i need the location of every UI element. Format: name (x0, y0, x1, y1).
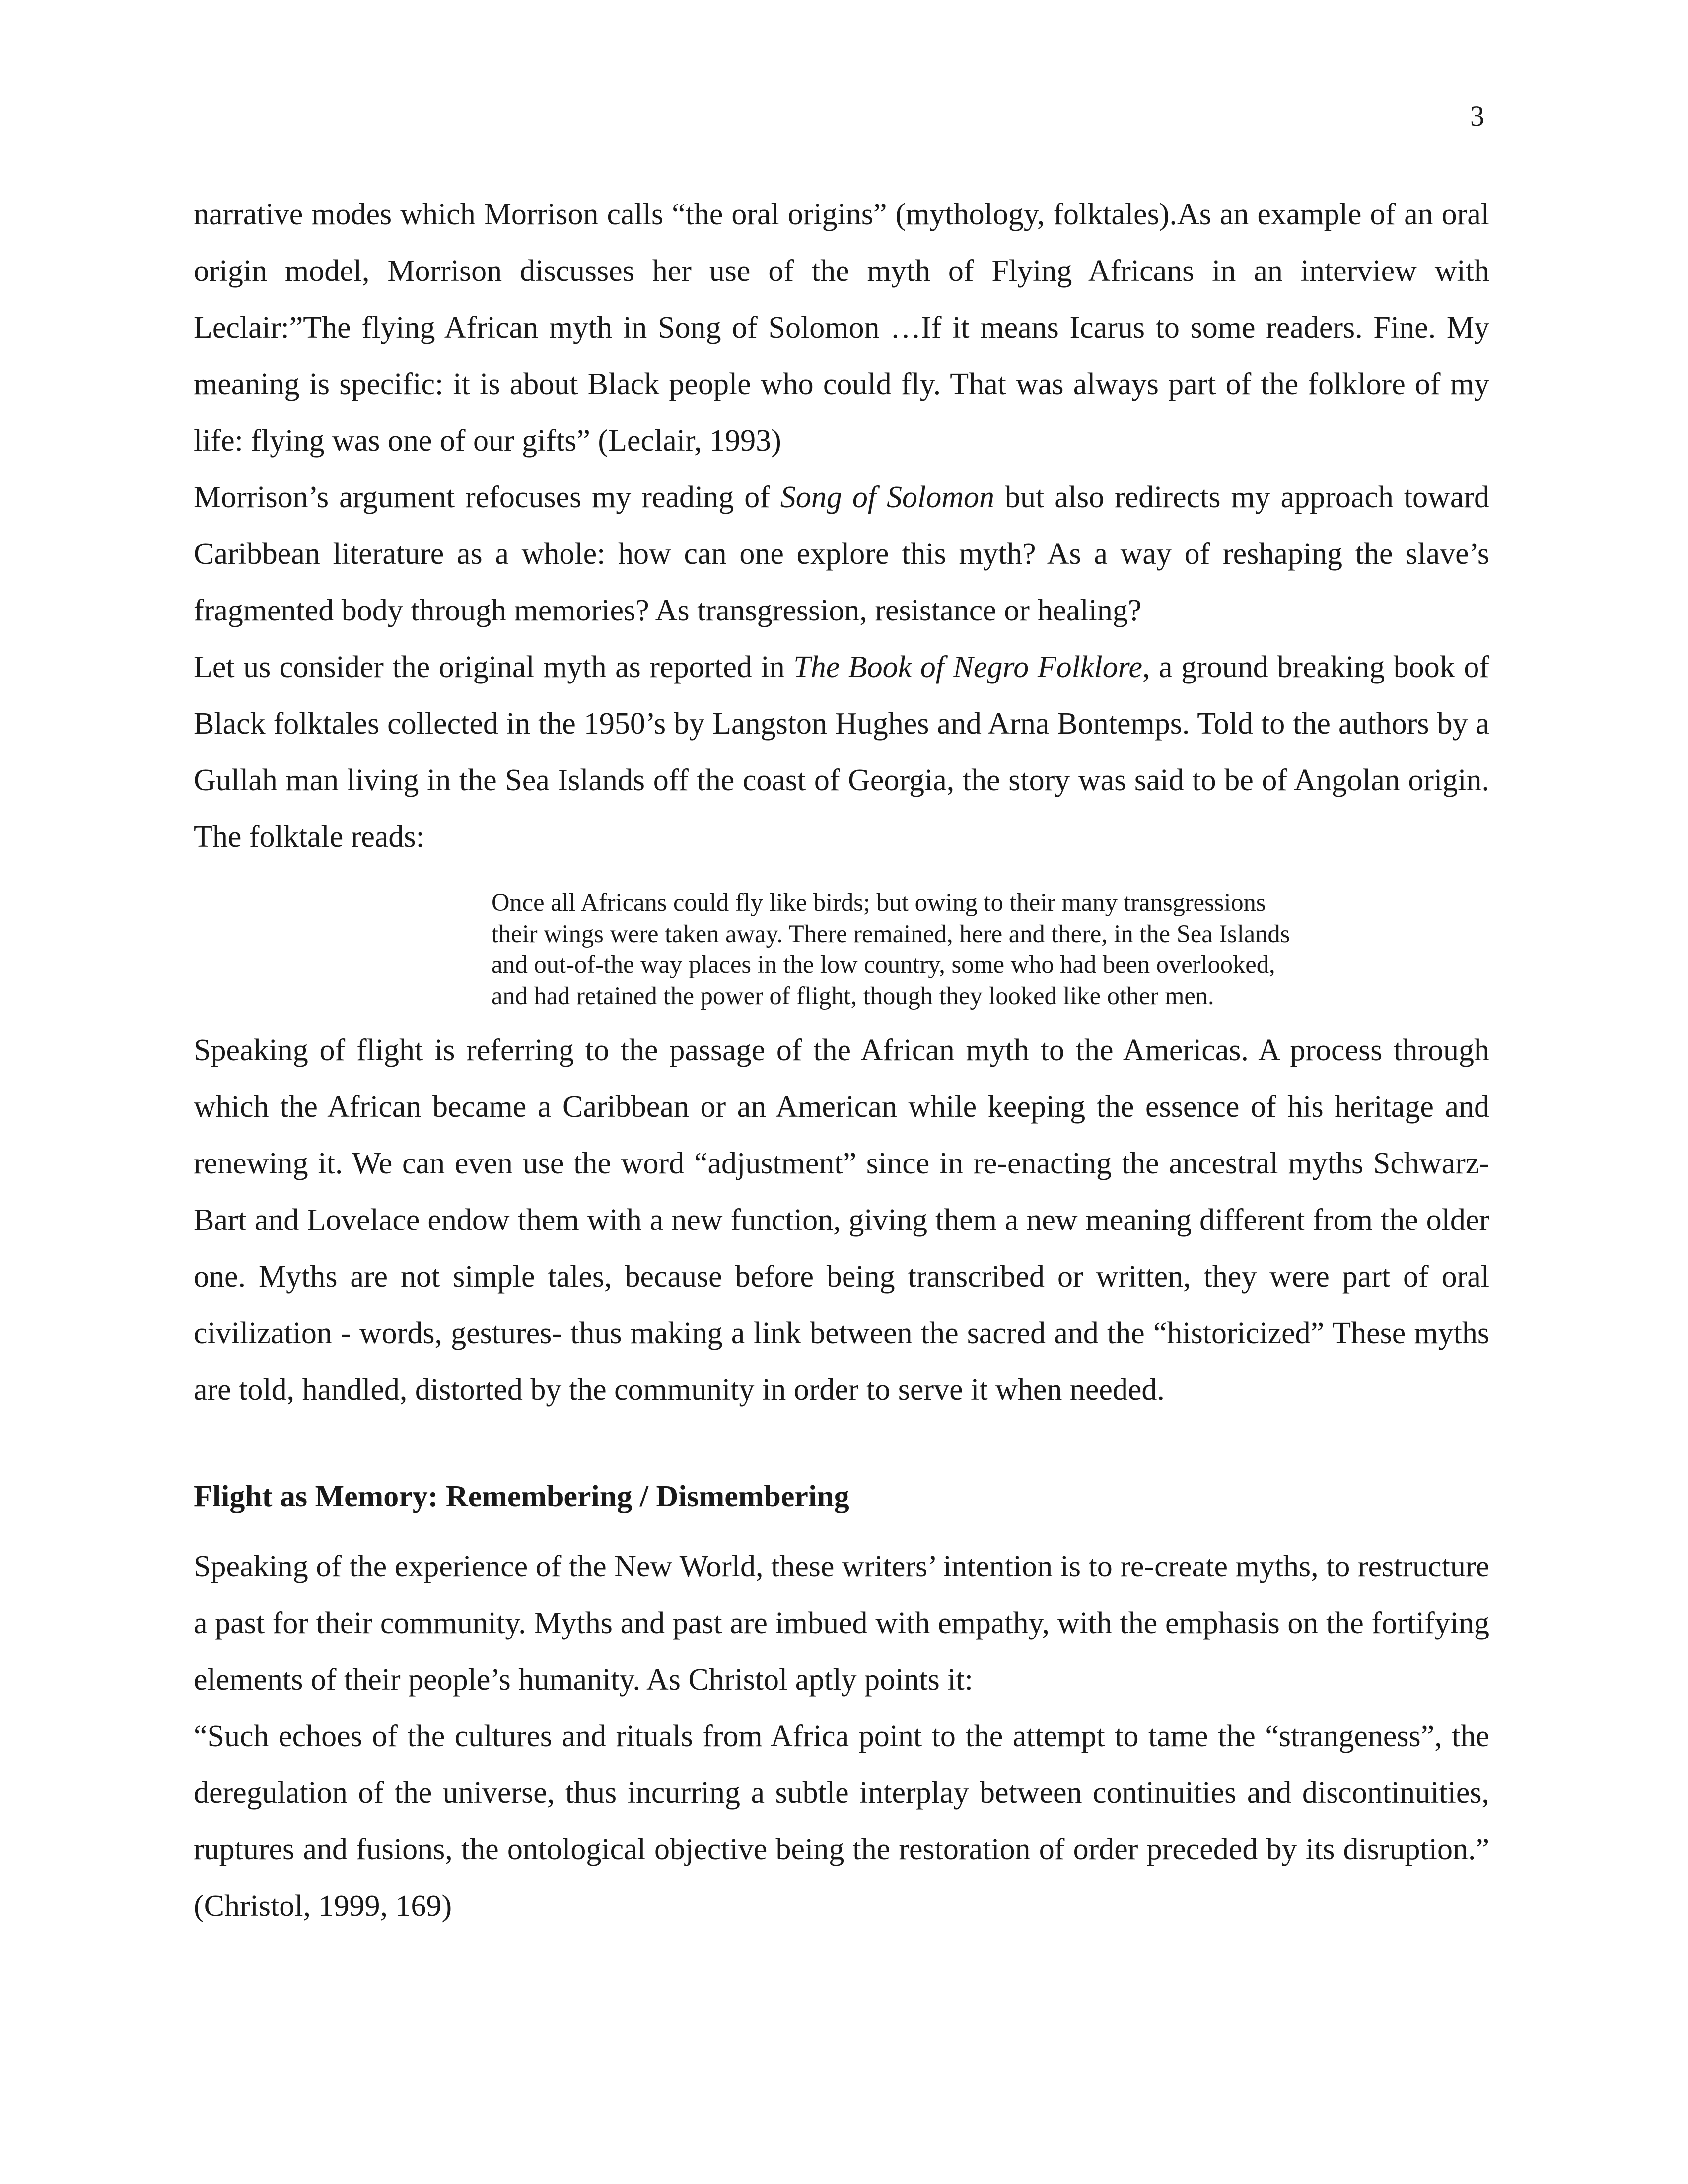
page-number: 3 (1470, 100, 1484, 132)
document-body (194, 186, 1489, 1934)
quote-line: and out-of-the way places in the low country, some who had been overlooked, (492, 951, 1275, 978)
book-title-negro-folklore: The Book of Negro Folklore (793, 650, 1142, 684)
book-title-song-of-solomon: Song of Solomon (780, 480, 995, 514)
quote-line: Once all Africans could fly like birds; but owing to their many transgressions (492, 888, 1266, 916)
paragraph-oral-origins: narrative modes which Morrison calls “the oral origins” (mythology, folktales).As an example of an oral origin model, Morrison discusses her use of the myth of Flying Africans in an interview with Leclair:”The flying African myth in Song of Solomon …If it means Icarus to some readers. Fine. My meaning is specific: it is about Black people who could fly. That was always part of the folklore of my life: flying was one of our gifts” (Leclair, 1993) (194, 198, 1489, 458)
paragraph-new-world: Speaking of the experience of the New World, these writers’ intention is to re-create myths, to restructure a past for their community. Myths and past are imbued with empathy, with the emphasis on the fortifying elements of their people’s humanity. As Christol aptly points it: (194, 1550, 1489, 1697)
quote-line: their wings were taken away. There remained, here and there, in the Sea Islands (492, 919, 1290, 948)
section-heading: Flight as Memory: Remembering / Dismembering (194, 1480, 849, 1513)
text-span: Let us consider the original myth as reported in (194, 650, 794, 684)
paragraph-morrison-argument (194, 469, 1489, 639)
quote-line: and had retained the power of flight, though they looked like other men. (492, 981, 1214, 1010)
paragraph-speaking-of-flight: Speaking of flight is referring to the passage of the African myth to the Americas. A process through which the African became a Caribbean or an American while keeping the essence of his heritage and renewing it. We can even use the word “adjustment” since in re-enacting the ancestral myths Schwarz-Bart and Lovelace endow them with a new function, giving them a new meaning different from the older one. Myths are not simple tales, because before being transcribed or written, they were part of oral civilization - words, gestures- thus making a link between the sacred and the “historicized” These myths are told, handled, distorted by the community in order to serve it when needed. (194, 1033, 1489, 1407)
folktale-block-quote (194, 887, 1380, 1011)
text-span: , a ground breaking book of Black folktales collected in the 1950’s by Langston Hughes and Arna Bontemps. Told to the authors by a Gullah man living in the Sea Islands off the coast of Georgia, the story was said to be of Angolan origin. The folktale reads: (194, 650, 1489, 854)
text-span: Morrison’s argument refocuses my reading of (194, 480, 780, 514)
paragraph-christol-quote: “Such echoes of the cultures and rituals from Africa point to the attempt to tame the “strangeness”, the deregulation of the universe, thus incurring a subtle interplay between continuities and discontinuities, ruptures and fusions, the ontological objective being the restoration of order preceded by its disruption.” (Christol, 1999, 169) (194, 1719, 1489, 1923)
text-span: but also redirects my approach toward Caribbean literature as a whole: how can one explore this myth? As a way of reshaping the slave’s fragmented body through memories? As transgression, resistance or healing? (194, 480, 1489, 627)
paragraph-original-myth (194, 639, 1489, 865)
